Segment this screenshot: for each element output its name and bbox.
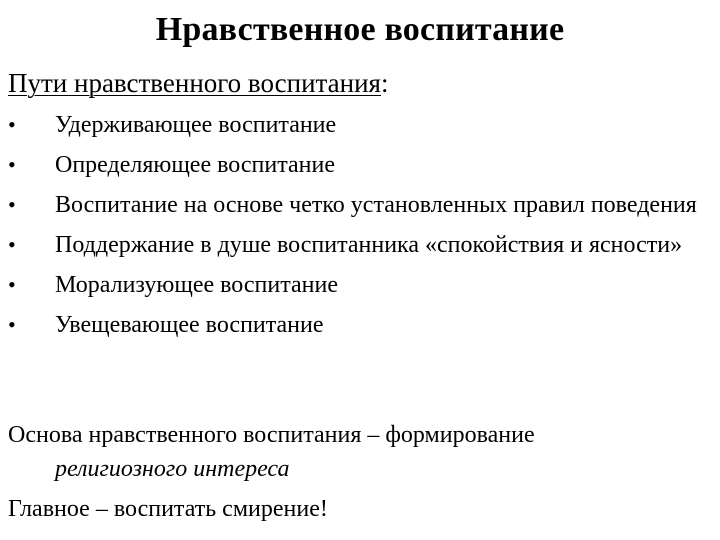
list-item — [8, 150, 708, 180]
list-item-text: Определяющее воспитание — [55, 152, 335, 178]
basis-paragraph — [8, 420, 708, 484]
list-item — [8, 230, 708, 260]
list-item — [8, 110, 708, 140]
list-item-text: Удерживающее воспитание — [55, 112, 337, 138]
list-item-text: Морализующее воспитание — [55, 272, 338, 298]
section-heading-colon: : — [380, 68, 389, 98]
list-item — [8, 270, 708, 300]
section-heading — [8, 66, 389, 100]
bullet-icon: • — [8, 272, 16, 297]
bullet-icon: • — [8, 112, 16, 137]
list-item-text: Воспитание на основе четко установленных правил поведения — [55, 192, 697, 218]
section-heading-text: Пути нравственного воспитания — [8, 68, 381, 98]
basis-emphasis: религиозного интереса — [55, 456, 290, 482]
main-statement: Главное – воспитать смирение! — [8, 496, 328, 522]
list-item-text: Увещевающее воспитание — [55, 312, 324, 338]
bullet-icon: • — [8, 232, 16, 257]
bullet-icon: • — [8, 312, 16, 337]
list-item — [8, 190, 708, 220]
basis-text: Основа нравственного воспитания – формирование — [8, 422, 535, 448]
list-item — [8, 310, 708, 340]
bullet-list — [8, 110, 708, 350]
bullet-icon: • — [8, 192, 16, 217]
list-item-text: Поддержание в душе воспитанника «спокойствия и ясности» — [55, 232, 683, 258]
slide-title: Нравственное воспитание — [155, 11, 565, 48]
bullet-icon: • — [8, 152, 16, 177]
